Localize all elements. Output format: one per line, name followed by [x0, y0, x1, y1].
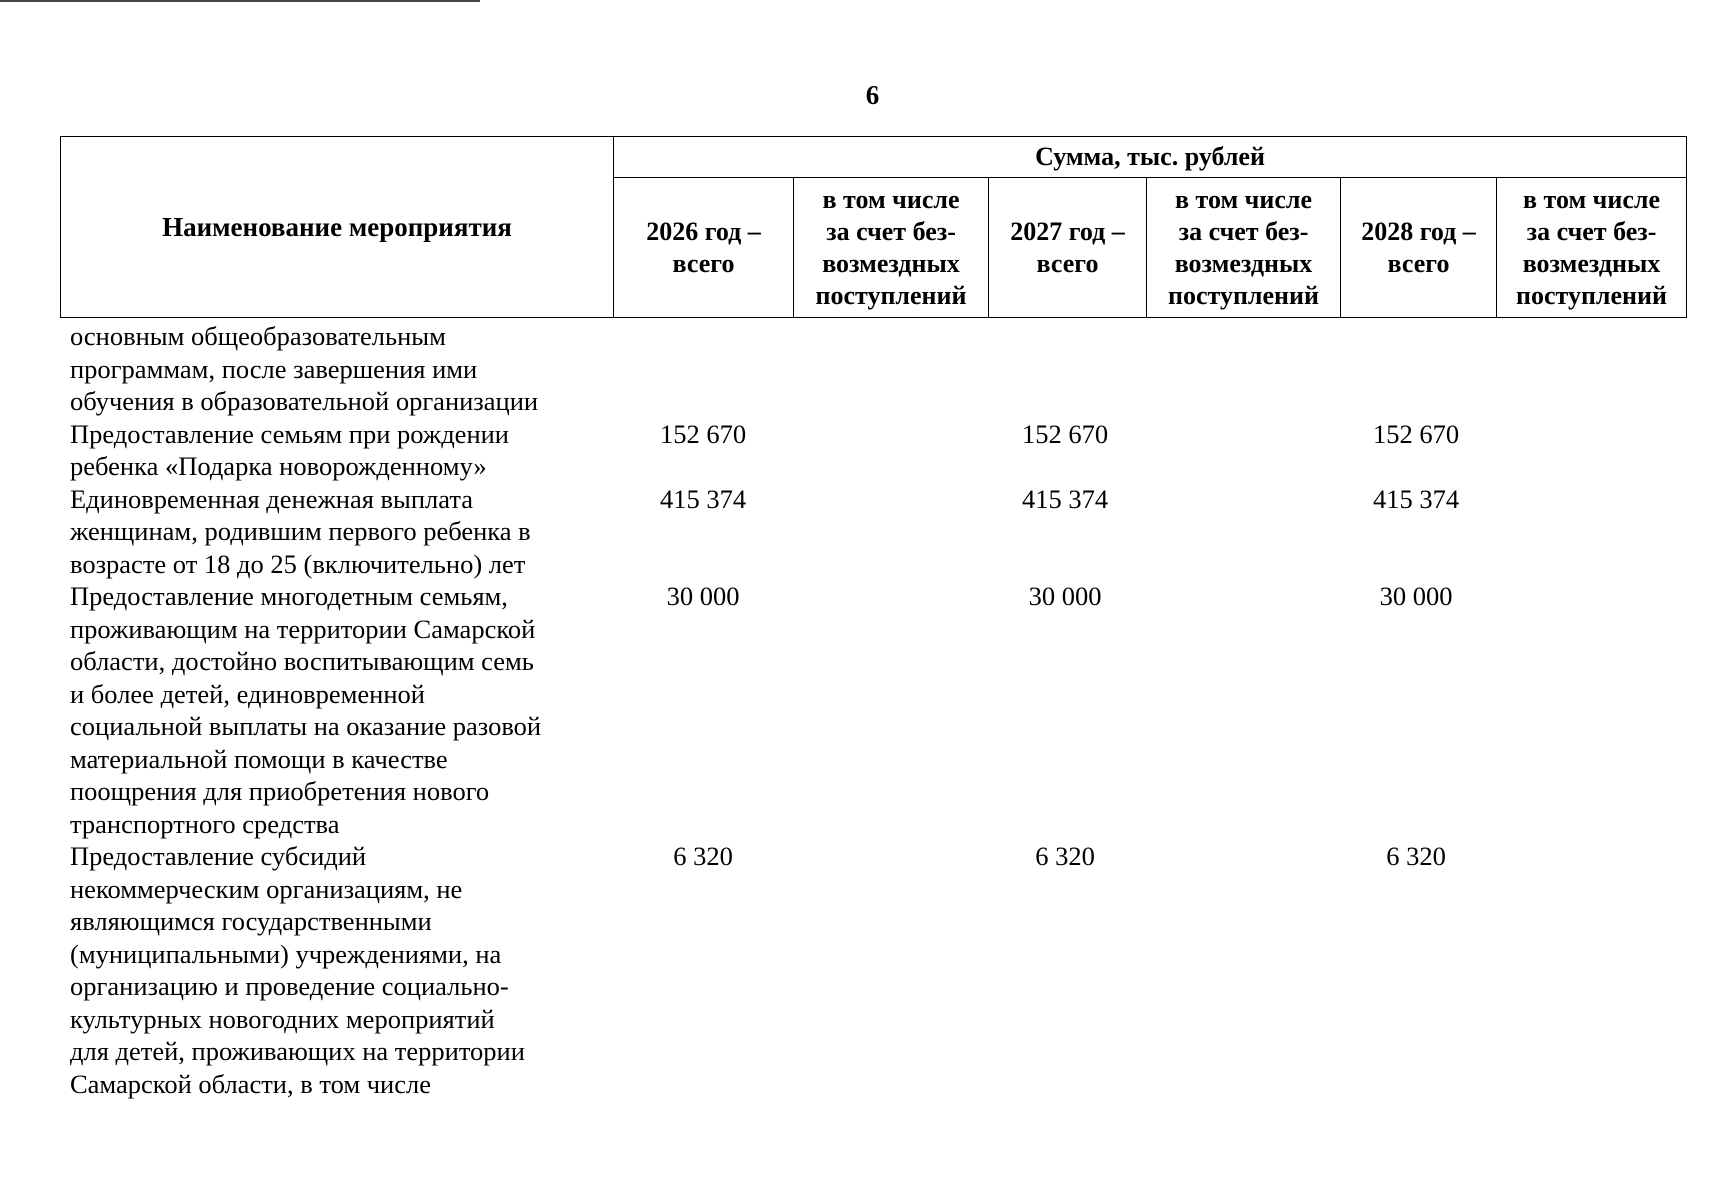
column-header-sum: Сумма, тыс. рублей	[614, 137, 1687, 178]
row-name: Предоставление семьям при рождении ребенка «Подарка новорожденному»	[70, 418, 509, 481]
value-2026-total: 415 374	[659, 483, 747, 514]
table-row	[60, 483, 1686, 581]
table-row	[60, 320, 1686, 418]
column-header-name: Наименование мероприятия	[61, 137, 614, 318]
value-2026-total: 152 670	[659, 418, 747, 449]
value-2026-total: 6 320	[673, 841, 733, 871]
value-2027-total: 152 670	[1021, 418, 1109, 449]
column-header-2028-total: 2028 год – всего	[1341, 178, 1497, 318]
value-2027-total: 415 374	[1021, 483, 1109, 514]
column-header-2026-gratuitous: в том числе за счет без- возмездных поступлений	[794, 178, 989, 318]
value-2027-total: 6 320	[1035, 841, 1095, 871]
scan-edge-line	[0, 0, 480, 2]
value-2028-total: 30 000	[1379, 581, 1453, 611]
page-number: 6	[865, 80, 880, 110]
value-2028-total: 152 670	[1372, 418, 1460, 449]
column-header-2027-gratuitous: в том числе за счет без- возмездных поступлений	[1147, 178, 1341, 318]
row-name: Предоставление многодетным семьям, проживающим на территории Самарской области, достойно воспитывающим семь и более детей, единовременной социальной выплаты на оказание разовой материальной помощи в качестве поощрения для приобретения нового транспортного средства	[70, 581, 542, 839]
column-header-2026-total: 2026 год – всего	[614, 178, 794, 318]
table-body	[60, 320, 1686, 1100]
table-row	[60, 418, 1686, 483]
table-row	[60, 580, 1686, 840]
value-2027-total: 30 000	[1028, 581, 1102, 611]
column-header-2027-total: 2027 год – всего	[989, 178, 1147, 318]
table-header	[60, 136, 1687, 318]
value-2026-total: 30 000	[666, 581, 740, 611]
column-header-2028-gratuitous: в том числе за счет без- возмездных поступлений	[1497, 178, 1687, 318]
table-row	[60, 840, 1686, 1100]
row-name: Единовременная денежная выплата женщинам, родившим первого ребенка в возрасте от 18 до 25 (включительно) лет	[70, 483, 531, 579]
row-name: основным общеобразовательным программам, после завершения ими обучения в образовательной организации	[70, 321, 539, 416]
value-2028-total: 6 320	[1386, 841, 1446, 871]
value-2028-total: 415 374	[1372, 483, 1460, 514]
row-name: Предоставление субсидий некоммерческим организациям, не являющимся государственными (муниципальными) учреждениями, на организацию и проведение социально- культурных новогодних мероприятий для детей, проживающих на территории Самарской области, в том числе	[70, 841, 525, 1099]
